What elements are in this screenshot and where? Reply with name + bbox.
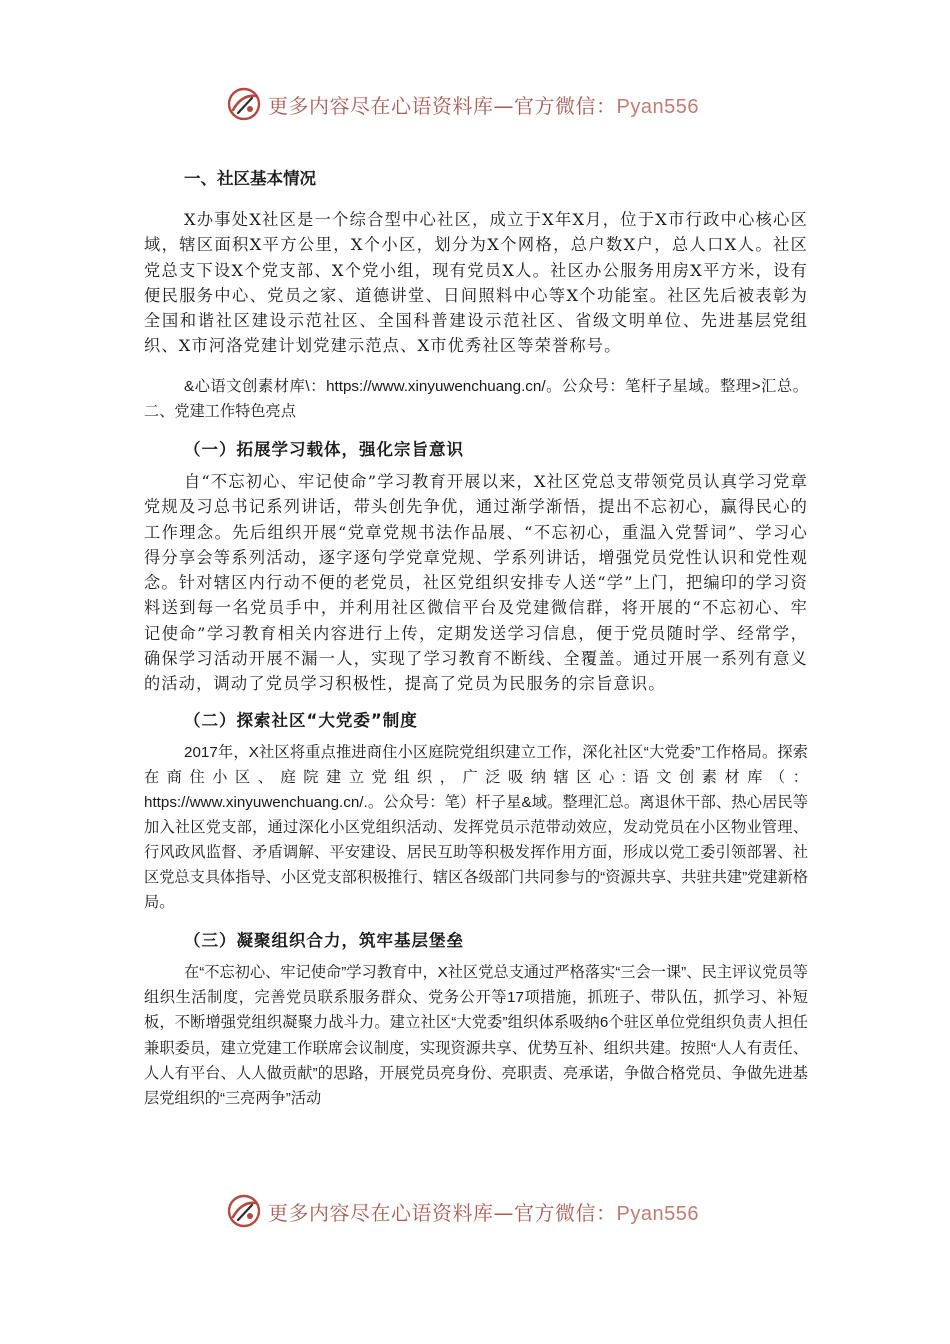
subsection-heading-2: （二）探索社区“大党委”制度: [184, 710, 418, 730]
banner-text: 更多内容尽在心语资料库—官方微信：Pyan556: [268, 93, 699, 118]
footer-banner: [226, 1191, 726, 1231]
header-banner: [226, 84, 726, 124]
wechat-id: Pyan556: [616, 95, 699, 118]
banner-text: 更多内容尽在心语资料库—官方微信：Pyan556: [268, 1200, 699, 1225]
source-note: &心语文创素材库\：https://www.xinyuwenchuang.cn/。公众号：笔杆子星域。整理>汇总。二、党建工作特色亮点: [144, 377, 808, 420]
wechat-id: Pyan556: [616, 1202, 699, 1225]
subsection-heading-1: （一）拓展学习载体，强化宗旨意识: [184, 439, 464, 459]
section-1-paragraph: X办事处X社区是一个综合型中心社区，成立于X年X月，位于X市行政中心核心区域，辖区面积X平方公里，X个小区，划分为X个网格，总户数X户，总人口X人。社区党总支下设X个党支部、X个党小组，现有党员X人。社区办公服务用房X平方米，设有便民服务中心、党员之家、道德讲堂、日间照料中心等X个功能室。社区先后被表彰为全国和谐社区建设示范社区、全国科普建设示范社区、省级文明单位、先进基层党组织、X市河洛党建计划党建示范点、X市优秀社区等荣誉称号。: [144, 210, 808, 356]
subsection-2-paragraph: 2017年，X社区将重点推进商住小区庭院党组织建立工作，深化社区“大党委”工作格局。探索在商住小区、庭院建立党组织，广泛吸纳辖区心:语文创素材库（：https://www.xinyuwenchuang.cn/.。公众号：笔）杆子星&域。整理汇总。离退休干部、热心居民等加入社区党支部，通过深化小区党组织活动、发挥党员示范带动效应，发动党员在小区物业管理、行风政风监督、矛盾调解、平安建设、居民互助等积极发挥作用方面，形成以党工委引领部署、社区党总支具体指导、小区党支部积极推行、辖区各级部门共同参与的“资源共享、共驻共建”党建新格局。: [144, 743, 808, 912]
subsection-1-paragraph: 自“不忘初心、牢记使命”学习教育开展以来，X社区党总支带领党员认真学习党章党规及习总书记系列讲话，带头创先争优，通过渐学渐悟，提出不忘初心，赢得民心的工作理念。先后组织开展“党章党规书法作品展、“不忘初心，重温入党誓词”、学习心得分享会等系列活动，逐字逐句学党章党规、学系列讲话，增强党员党性认识和党性观念。针对辖区内行动不便的老党员，社区党组织安排专人送“学”上门，把编印的学习资料送到每一名党员手中，并利用社区微信平台及党建微信群，将开展的“不忘初心、牢记使命”学习教育相关内容进行上传，定期发送学习信息，便于党员随时学、经常学，确保学习活动开展不漏一人，实现了学习教育不断线、全覆盖。通过开展一系列有意义的活动，调动了党员学习积极性，提高了党员为民服务的宗旨意识。: [144, 471, 808, 694]
subsection-3-paragraph: 在“不忘初心、牢记使命”学习教育中，X社区党总支通过严格落实“三会一课”、民主评议党员等组织生活制度，完善党员联系服务群众、党务公开等17项措施，抓班子、带队伍，抓学习、补短板，不断增强党组织凝聚力战斗力。建立社区“大党委”组织体系吸纳6个驻区单位党组织负责人担任兼职委员，建立党建工作联席会议制度，实现资源共享、优势互补、组织共建。按照“人人有责任、人人有平台、人人做贡献”的思路，开展党员亮身份、亮职责、亮承诺，争做合格党员、争做先进基层党组织的“三亮两争”活动: [144, 964, 808, 1107]
brand-logo-icon: [226, 1193, 262, 1229]
subsection-heading-3: （三）凝聚组织合力，筑牢基层堡垒: [184, 931, 464, 951]
document-body: [144, 166, 808, 1124]
brand-logo-icon: [226, 86, 262, 122]
section-heading-1: 一、社区基本情况: [184, 169, 316, 188]
